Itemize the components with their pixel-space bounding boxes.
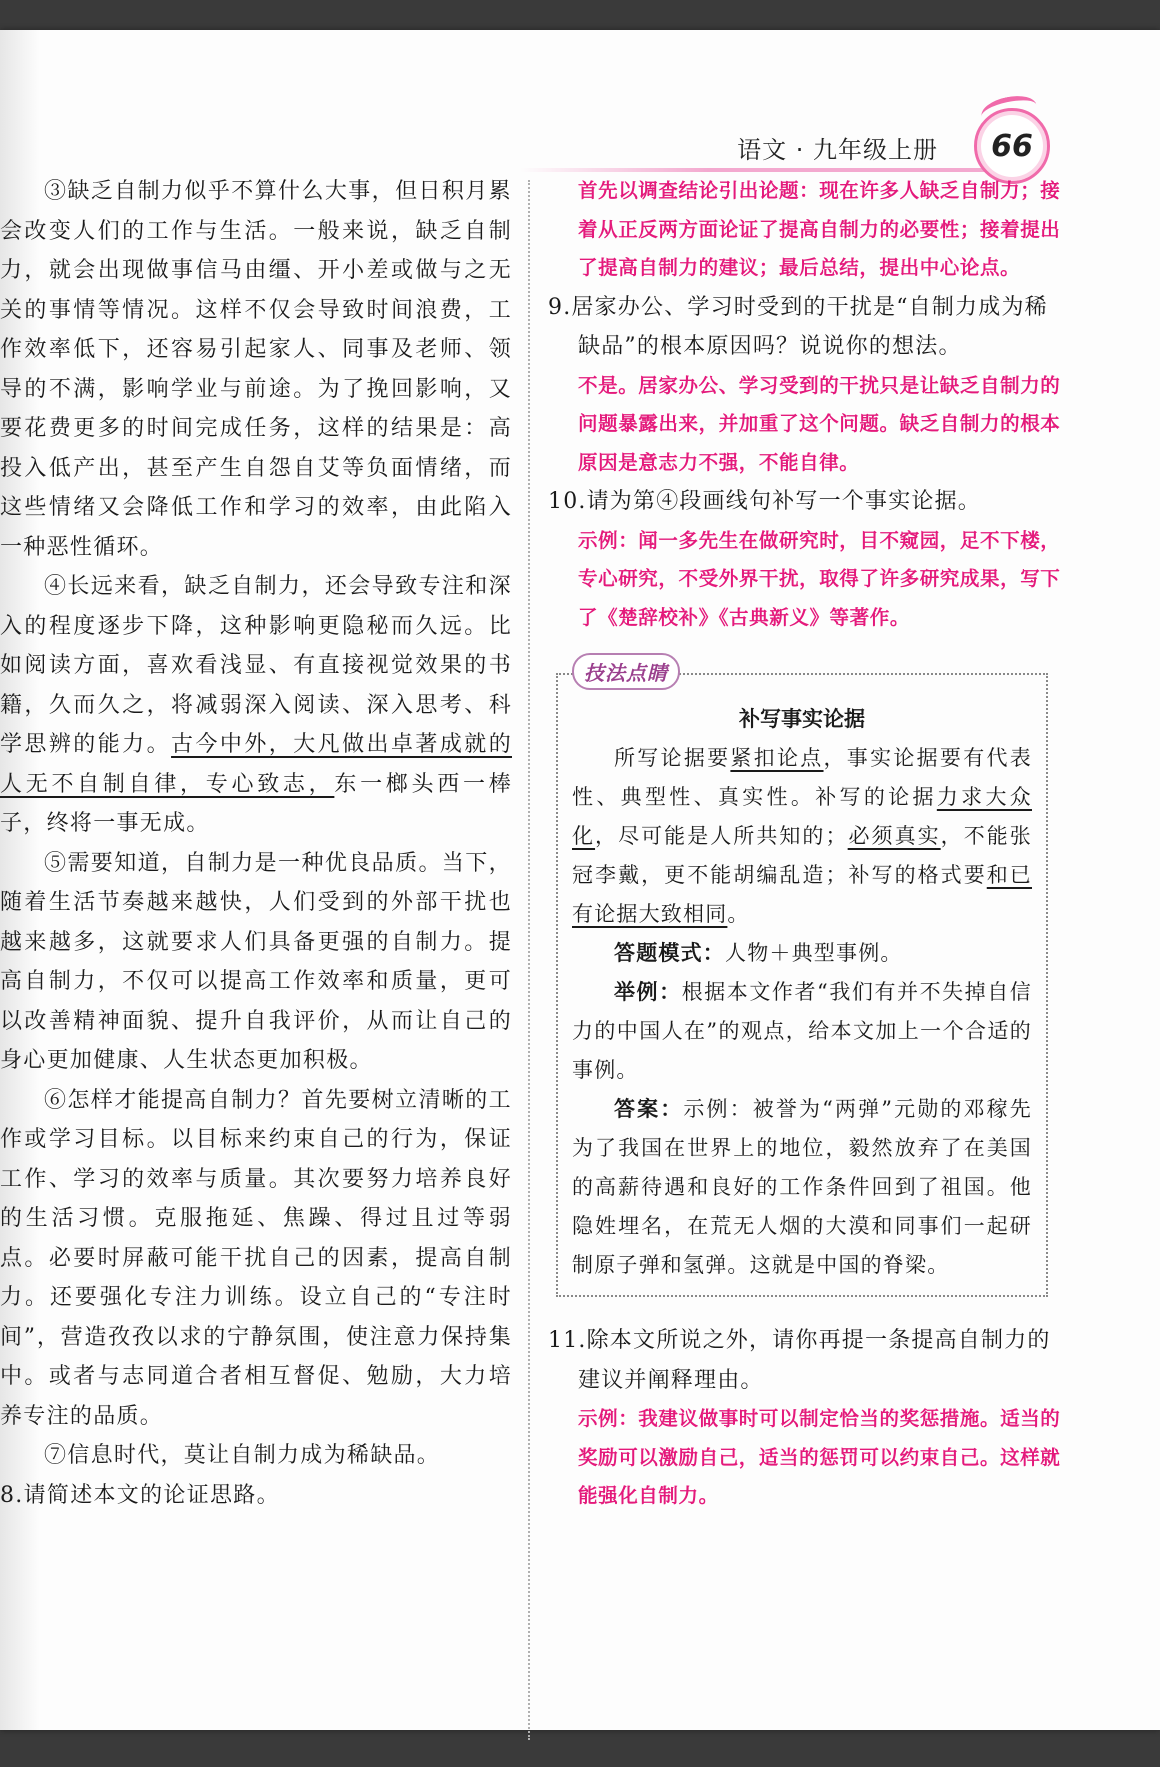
question-10: 10.请为第④段画线句补写一个事实论据。: [548, 489, 981, 514]
answer-text: 示例：被誉为“两弹”元勋的邓稼先为了我国在世界上的地位，毅然放弃了在美国的高薪待遇和良好的工作条件回到了祖国。他隐姓埋名，在荒无人烟的大漠和同事们一起研制原子弹和氢弹。这就是中国的脊梁。: [572, 1097, 1032, 1277]
paragraph-4-tail: 东一榔头西一棒子，终将一事无成。: [0, 771, 512, 836]
question-8: 8.请简述本文的论证思路。: [0, 1482, 280, 1508]
badge-ribbon-icon: [979, 91, 1039, 129]
answer-label: 答案：: [614, 1097, 684, 1121]
tip-underline: 和已有论据大致相同: [572, 863, 1032, 926]
tip-text: 所写论据要: [614, 746, 731, 770]
paragraph-6: ⑥怎样才能提高自制力？首先要树立清晰的工作或学习目标。以目标来约束自己的行为，保证工作、学习的效率与质量。其次要努力培养良好的生活习惯。克服拖延、焦躁、得过且过等弱点。必要时屏蔽可能干扰自己的因素，提高自制力。还要强化专注力训练。设立自己的“专注时间”，营造孜孜以求的宁静氛围，使注意力保持集中。或者与志同道合者相互督促、勉励，大力培养专注的品质。: [0, 1087, 512, 1429]
tip-text: ，尽可能是人所共知的；: [595, 824, 848, 848]
tip-tag: 技法点睛: [572, 653, 680, 690]
paragraph-4: [0, 567, 512, 844]
pattern-text: 人物＋典型事例。: [725, 941, 903, 965]
paragraph-4-text: ④长远来看，缺乏自制力，还会导致专注和深入的程度逐步下降，这种影响更隐秘而久远。比如阅读方面，喜欢看浅显、有直接视觉效果的书籍，久而久之，将减弱深入阅读、深入思考、科学思辨的能力。: [0, 574, 512, 757]
tip-answer: [572, 1090, 1032, 1285]
answer-8: 首先以调查结论引出论题：现在许多人缺乏自制力；接着从正反两方面论证了提高自制力的必要性；接着提出了提高自制力的建议；最后总结，提出中心论点。: [578, 179, 1061, 279]
question-11: 11.除本文所说之外，请你再提一条提高自制力的建议并阐释理由。: [548, 1328, 1051, 1393]
tip-underline: 紧扣论点: [730, 746, 824, 770]
tip-text: ，事实论据要有代表性、典型性、真实性。补写的论据: [572, 746, 1032, 809]
technique-tip-box: [556, 661, 1048, 1297]
question-9: 9.居家办公、学习时受到的干扰是“自制力成为稀缺品”的根本原因吗？说说你的想法。: [548, 294, 1048, 359]
tip-explanation: [572, 739, 1032, 934]
book-title: 语文 · 九年级上册: [737, 136, 938, 164]
tip-example: [572, 973, 1032, 1090]
column-divider: [528, 180, 530, 1740]
answer-9: 不是。居家办公、学习受到的干扰只是让缺乏自制力的问题暴露出来，并加重了这个问题。缺乏自制力的根本原因是意志力不强，不能自律。: [578, 373, 1061, 474]
example-text: 根据本文作者“我们有并不失掉自信力的中国人在”的观点，给本文加上一个合适的事例。: [572, 980, 1032, 1082]
paragraph-5: ⑤需要知道，自制力是一种优良品质。当下，随着生活节奏越来越快，人们受到的外部干扰也越来越多，这就要求人们具备更强的自制力。提高自制力，不仅可以提高工作效率和质量，更可以改善精神面貌、提升自我评价，从而让自己的身心更加健康、人生状态更加积极。: [0, 850, 512, 1073]
paragraph-7: ⑦信息时代，莫让自制力成为稀缺品。: [44, 1443, 441, 1468]
right-column: [548, 172, 1068, 1516]
paragraph-3: ③缺乏自制力似乎不算什么大事，但日积月累会改变人们的工作与生活。一般来说，缺乏自制力，就会出现做事信马由缰、开小差或做与之无关的事情等情况。这样不仅会导致时间浪费，工作效率低下，还容易引起家人、同事及老师、领导的不满，影响学业与前途。为了挽回影响，又要花费更多的时间完成任务，这样的结果是：高投入低产出，甚至产生自怨自艾等负面情绪，而这些情绪又会降低工作和学习的效率，由此陷入一种恶性循环。: [0, 179, 512, 560]
answer-10: 示例：闻一多先生在做研究时，目不窥园，足不下楼，专心研究，不受外界干扰，取得了许多研究成果，写下了《楚辞校补》《古典新义》等著作。: [578, 528, 1061, 629]
tip-pattern: [572, 934, 1032, 973]
left-column: [0, 172, 512, 1515]
answer-11: 示例：我建议做事时可以制定恰当的奖惩措施。适当的奖励可以激励自己，适当的惩罚可以约束自己。这样就能强化自制力。: [578, 1407, 1061, 1507]
page-number: 66: [991, 128, 1033, 164]
page-header: [520, 110, 1050, 180]
tip-underline: 必须真实: [847, 824, 941, 848]
tip-text: 。: [727, 902, 750, 926]
textbook-page: [0, 30, 1160, 1730]
tip-text: ，不能张冠李戴，更不能胡编乱造；补写的格式要: [572, 824, 1032, 887]
pattern-label: 答题模式：: [614, 941, 725, 965]
underlined-sentence: 古今中外，大凡做出卓著成就的人无不自制自律，专心致志，: [0, 732, 512, 797]
tip-underline: 力求大众化: [572, 785, 1032, 848]
tip-title: 补写事实论据: [739, 707, 865, 731]
example-label: 举例：: [614, 980, 682, 1004]
